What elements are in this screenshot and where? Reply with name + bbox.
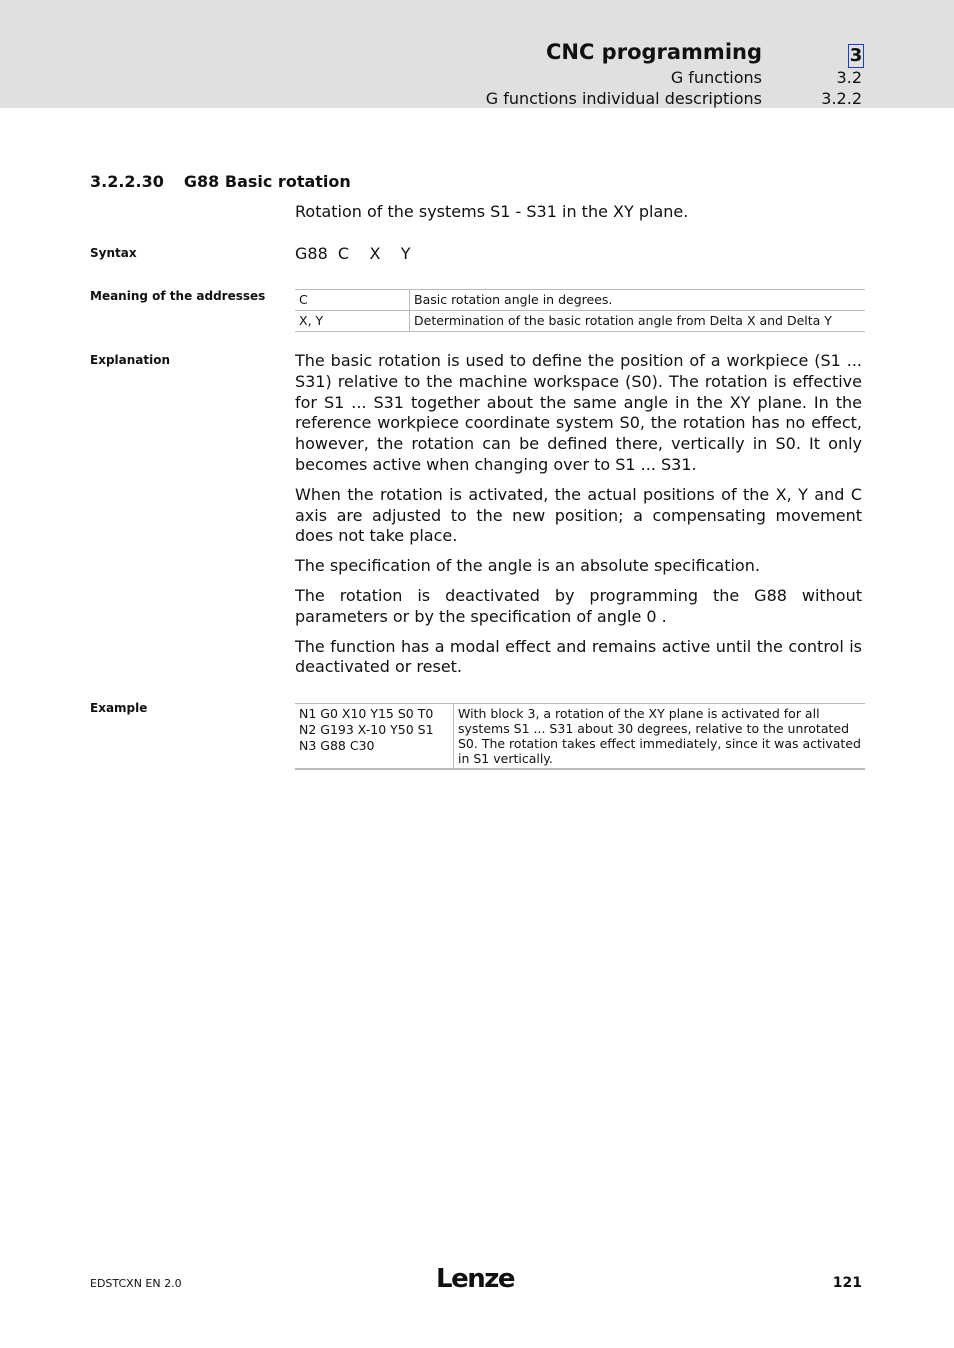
example-description-cell: With block 3, a rotation of the XY plane is activated for all systems S1 ... S31 about 30 degrees, relative to the unrotated S0. The rotation takes effect immediately, since it was activated in S1 vertically. (454, 704, 866, 770)
section-number: 3.2 (836, 68, 862, 87)
intro-text: Rotation of the systems S1 - S31 in the XY plane. (295, 202, 689, 221)
example-code-cell (295, 704, 454, 770)
section-title: G functions (670, 68, 762, 87)
paragraph: The function has a modal effect and remains active until the control is deactivated or reset. (295, 636, 862, 677)
table-row (295, 311, 865, 332)
subsection-number: 3.2.2 (821, 89, 862, 108)
table-row (295, 704, 865, 770)
paragraph: When the rotation is activated, the actual positions of the X, Y and C axis are adjusted to the new position; a compensating movement does not take place. (295, 484, 862, 546)
example-table (295, 703, 865, 770)
code-line: N3 G88 C30 (299, 738, 375, 753)
subsection-title: G functions individual descriptions (485, 89, 762, 108)
meaning-cell: Determination of the basic rotation angle from Delta X and Delta Y (410, 311, 866, 332)
page-header (0, 0, 954, 108)
addresses-table (295, 289, 865, 332)
chapter-title: CNC programming (545, 40, 762, 64)
paragraph: The rotation is deactivated by programming the G88 without parameters or by the specification of angle 0 . (295, 585, 862, 626)
meaning-cell: Basic rotation angle in degrees. (410, 290, 866, 311)
paragraph: The basic rotation is used to define the position of a workpiece (S1 ... S31) relative to the machine workspace (S0). The rotation is effective for S1 ... S31 together about the same angle in the XY plane. In the reference workpiece coordinate system S0, the rotation has no effect, however, the rotation can be defined there, vertically in S0. It only becomes active when changing over to S1 ... S31. (295, 351, 862, 474)
paragraph: The specification of the angle is an absolute specification. (295, 556, 760, 576)
syntax-label: Syntax (90, 246, 137, 260)
chapter-number-link[interactable]: 3 (849, 45, 863, 66)
example-label: Example (90, 701, 148, 715)
address-cell: X, Y (295, 311, 410, 332)
code-line: N1 G0 X10 Y15 S0 T0 (299, 706, 434, 721)
table-row (295, 290, 865, 311)
explanation-text (295, 351, 862, 687)
section-heading-number: 3.2.2.30 (90, 172, 164, 191)
page-number: 121 (832, 1275, 862, 1291)
lenze-logo: Lenze (436, 1264, 514, 1294)
code-line: N2 G193 X-10 Y50 S1 (299, 722, 434, 737)
explanation-label: Explanation (90, 353, 171, 367)
section-heading-title: G88 Basic rotation (183, 172, 351, 191)
document-id: EDSTCXN EN 2.0 (90, 1277, 182, 1290)
section-heading (90, 172, 351, 191)
syntax-text: G88 C X Y (295, 244, 411, 263)
addresses-label: Meaning of the addresses (90, 289, 266, 303)
address-cell: C (295, 290, 410, 311)
